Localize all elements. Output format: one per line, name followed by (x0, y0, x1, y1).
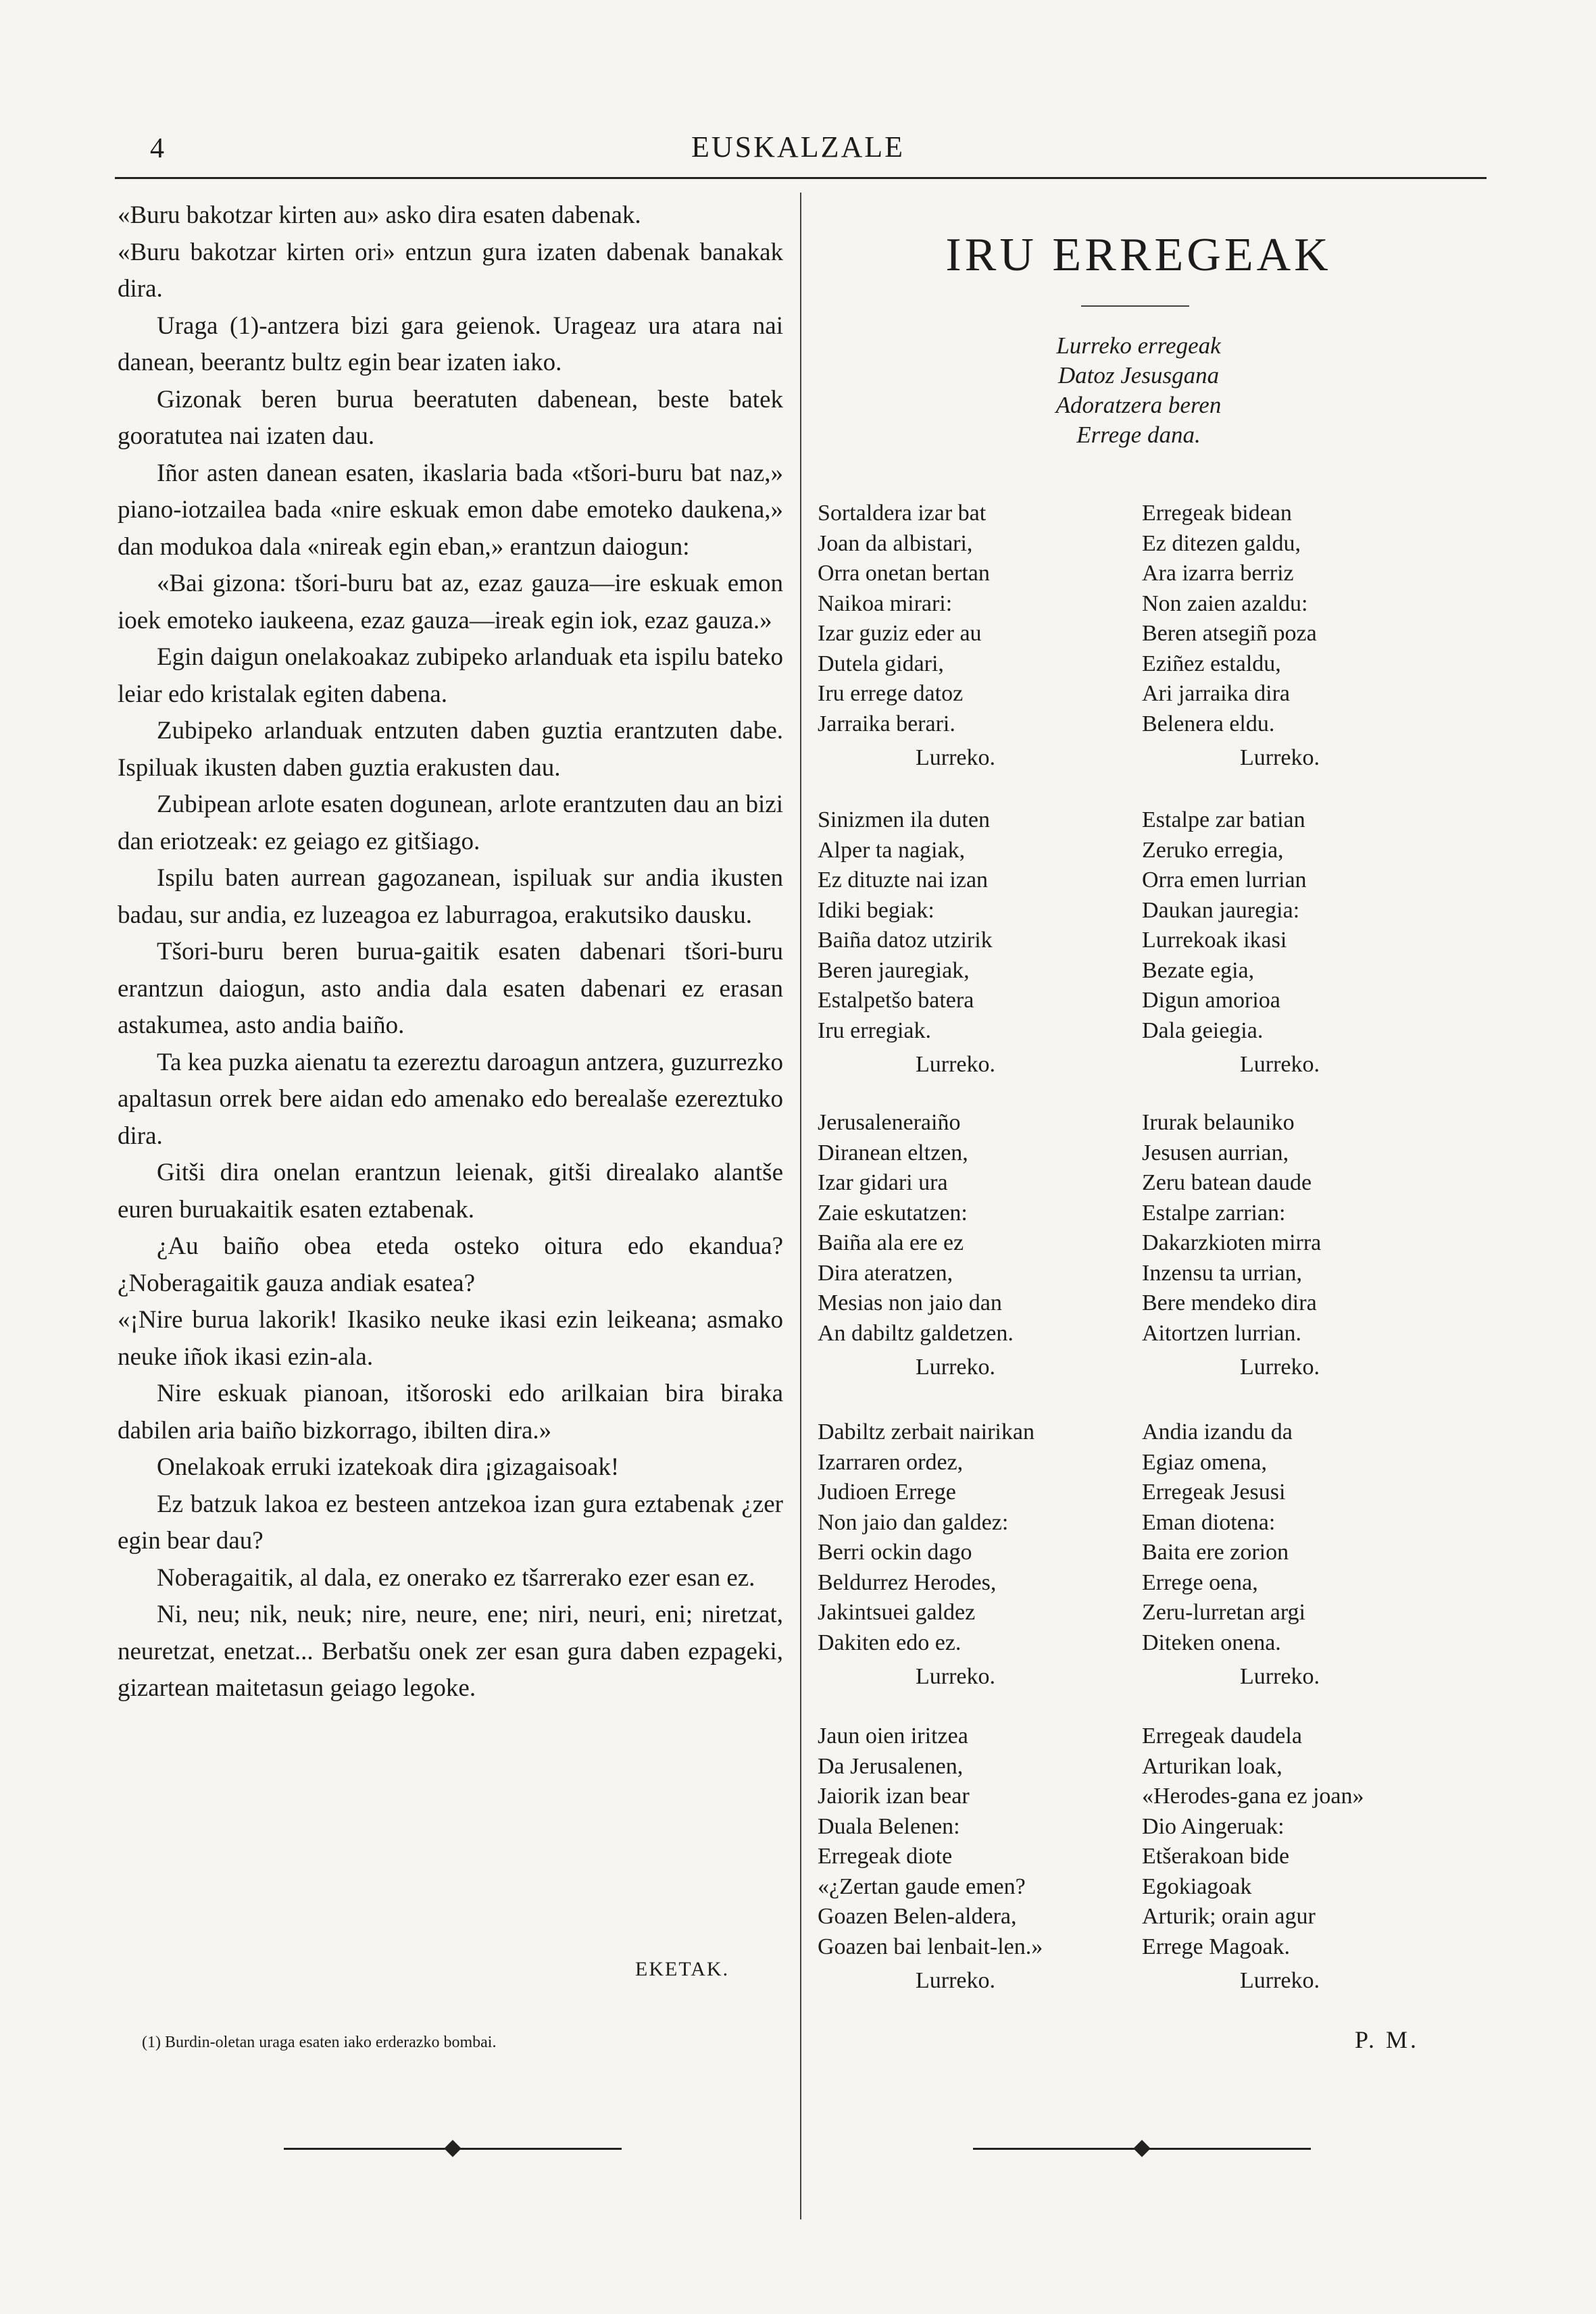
stanza-line: Idiki begiak: (818, 897, 934, 923)
stanza-refrain: Lurreko. (916, 745, 996, 770)
article-paragraph: Iñor asten danean esaten, ikaslaria bada «tšori-buru bat naz,» piano-iotzailea bada «nire eskuak emon dabe emoteko daukena,» dan modukoa dala «nireak egin eban,» erantzun daiogun: (118, 459, 783, 561)
stanza-line: Dala geiegia. (1142, 1017, 1264, 1043)
poem-stanza (1142, 499, 1439, 774)
article-signature: EKETAK. (635, 1958, 730, 1980)
stanza-line: Dio Aingeruak: (1142, 1813, 1285, 1839)
article-paragraph: Ni, neu; nik, neuk; nire, neure, ene; niri, neuri, eni; niretzat, neuretzat, enetzat... Berbatšu onek zer esan gura daben ezpageki, gizartean maitetasun geiago legoke. (118, 1601, 783, 1702)
stanza-line: Mesias non jaio dan (818, 1290, 1002, 1315)
stanza-line: Iru errege datoz (818, 681, 964, 706)
stanza-line: Izarraren ordez, (818, 1449, 964, 1475)
diamond-icon (1133, 2140, 1150, 2157)
stanza-line: Beren jauregiak, (818, 957, 970, 983)
article-column (118, 197, 783, 1707)
poem-stanza (818, 1721, 1115, 1996)
stanza-line: Da Jerusalenen, (818, 1753, 964, 1779)
stanza-line: Diteken onena. (1142, 1630, 1281, 1655)
poem-stanza (818, 1417, 1115, 1692)
stanza-line: Eman diotena: (1142, 1509, 1276, 1535)
stanza-line: Irurak belauniko (1142, 1110, 1295, 1135)
stanza-line: Beldurrez Herodes, (818, 1569, 997, 1595)
stanza-line: Sortaldera izar bat (818, 501, 987, 526)
article-paragraph: Ta kea puzka aienatu ta ezereztu daroagun antzera, guzurrezko apaltasun orrek bere aidan edo amenako edo berealaše ezereztuko dira. (118, 1048, 783, 1150)
stanza-line: Berri ockin dago (818, 1540, 972, 1565)
stanza-line: «Herodes-gana ez joan» (1142, 1784, 1364, 1809)
stanza-line: Dutela gidari, (818, 651, 944, 676)
stanza-line: Jaiorik izan bear (818, 1784, 970, 1809)
stanza-line: Sinizmen ila duten (818, 807, 990, 832)
ornament-divider-right (973, 2138, 1311, 2159)
epigraph-line: Errege dana. (1076, 422, 1201, 448)
stanza-line: Etšerakoan bide (1142, 1844, 1290, 1869)
stanza-line: Joan da albistari, (818, 530, 973, 556)
stanza-line: Zeru-lurretan argi (1142, 1600, 1305, 1625)
article-paragraph: «Buru bakotzar kirten ori» entzun gura izaten dabenak banakak dira. (118, 238, 783, 303)
stanza-line: Egokiagoak (1142, 1873, 1252, 1899)
stanza-line: Non zaien azaldu: (1142, 590, 1308, 616)
stanza-line: Estalpe zarrian: (1142, 1200, 1286, 1226)
stanza-line: Eziñez estaldu, (1142, 651, 1281, 676)
stanza-line: Baiña datoz utzirik (818, 928, 993, 953)
article-paragraph: Tšori-buru beren burua-gaitik esaten dabenari tšori-buru erantzun daiogun, asto andia dala esaten dabenari ez erasan astakumea, asto andia baiño. (118, 938, 783, 1039)
poem-epigraph (811, 331, 1466, 450)
stanza-line: Errege oena, (1142, 1569, 1258, 1595)
page-number: 4 (150, 133, 164, 164)
stanza-line: Ari jarraika dira (1142, 681, 1290, 706)
stanza-line: «¿Zertan gaude emen? (818, 1873, 1026, 1899)
stanza-refrain: Lurreko. (1240, 745, 1320, 770)
stanza-line: Orra emen lurrian (1142, 867, 1307, 892)
epigraph-line: Datoz Jesusgana (1057, 362, 1220, 388)
stanza-line: Dakiten edo ez. (818, 1630, 962, 1655)
stanza-refrain: Lurreko. (1240, 1355, 1320, 1380)
article-paragraph: Zubipean arlote esaten dogunean, arlote erantzuten dau an bizi dan eriotzeak: ez geiago ez gitšiago. (118, 790, 783, 855)
stanza-line: Jarraika berari. (818, 711, 955, 736)
stanza-line: Jakintsuei galdez (818, 1600, 976, 1625)
stanza-line: Ez dituzte nai izan (818, 867, 989, 892)
column-divider (800, 193, 801, 2219)
poem-stanza (1142, 1108, 1439, 1383)
stanza-line: Estalpe zar batian (1142, 807, 1305, 832)
poem-stanza (1142, 805, 1439, 1080)
stanza-line: Andia izandu da (1142, 1419, 1293, 1444)
stanza-line: Daukan jauregia: (1142, 897, 1300, 923)
stanza-line: Erregeak bidean (1142, 501, 1292, 526)
stanza-line: Estalpetšo batera (818, 988, 974, 1013)
article-paragraph: «Bai gizona: tšori-buru bat az, ezaz gauza—ire eskuak emon ioek emoteko iaukeena, ezaz gauza—ireak egin iok, ezaz gauza.» (118, 570, 783, 634)
stanza-line: Inzensu ta urrian, (1142, 1260, 1302, 1286)
poem-title: IRU ERREGEAK (945, 229, 1332, 281)
stanza-line: Beren atsegiñ poza (1142, 621, 1317, 646)
article-paragraph: Nire eskuak pianoan, itšoroski edo arilkaian bira biraka dabilen aria baiño bizkorrago, ibilten dira.» (118, 1380, 783, 1444)
article-paragraph: ¿Au baiño obea eteda osteko oitura edo ekandua? ¿Noberagaitik gauza andiak esatea? (118, 1232, 783, 1297)
stanza-line: Non jaio dan galdez: (818, 1509, 1009, 1535)
stanza-line: Bere mendeko dira (1142, 1290, 1317, 1315)
stanza-line: Dabiltz zerbait nairikan (818, 1419, 1034, 1444)
stanza-line: Dakarzkioten mirra (1142, 1230, 1322, 1255)
article-paragraph: «Buru bakotzar kirten au» asko dira esaten dabenak. (118, 201, 641, 229)
article-paragraph: «¡Nire burua lakorik! Ikasiko neuke ikasi ezin leikeana; asmako neuke iñok ikasi ezin-ala. (118, 1306, 783, 1371)
stanza-line: Goazen Belen-aldera, (818, 1904, 1017, 1929)
article-paragraph: Noberagaitik, al dala, ez onerako ez tšarrerako ezer esan ez. (157, 1563, 755, 1592)
stanza-line: Baita ere zorion (1142, 1540, 1289, 1565)
stanza-line: Zeruko erregia, (1142, 837, 1284, 863)
stanza-line: Erregeak Jesusi (1142, 1480, 1286, 1505)
stanza-line: Arturikan loak, (1142, 1753, 1282, 1779)
footnote: (1) Burdin-oletan uraga esaten iako erderazko bombai. (142, 2034, 497, 2051)
stanza-line: Egiaz omena, (1142, 1449, 1268, 1475)
stanza-line: Diranean eltzen, (818, 1140, 968, 1165)
header-rule (115, 177, 1487, 179)
article-paragraph: Zubipeko arlanduak entzuten daben guztia erantzuten dabe. Ispiluak ikusten daben guztia erakusten dau. (118, 717, 783, 782)
stanza-line: An dabiltz galdetzen. (818, 1320, 1014, 1346)
stanza-line: Arturik; orain agur (1142, 1904, 1316, 1929)
stanza-line: Ez ditezen galdu, (1142, 530, 1301, 556)
poem-stanza (1142, 1721, 1439, 1996)
poem-stanza (1142, 1417, 1439, 1692)
stanza-line: Izar guziz eder au (818, 621, 982, 646)
stanza-line: Duala Belenen: (818, 1813, 960, 1839)
article-paragraph: Gizonak beren burua beeratuten dabenean, beste batek gooratutea nai izaten dau. (118, 385, 783, 450)
stanza-line: Baiña ala ere ez (818, 1230, 964, 1255)
ornament-divider-left (284, 2138, 622, 2159)
article-paragraph: Onelakoak erruki izatekoak dira ¡gizagaisoak! (157, 1453, 620, 1481)
stanza-line: Erregeak daudela (1142, 1724, 1302, 1749)
stanza-line: Dira ateratzen, (818, 1260, 953, 1286)
article-paragraph: Gitši dira onelan erantzun leienak, gitši direalako alantše euren buruakaitik esaten eztabenak. (118, 1159, 783, 1224)
article-paragraph: Ispilu baten aurrean gagozanean, ispiluak sur andia ikusten badau, sur andia, ez luzeagoa ez laburragoa, erakutsiko dausku. (118, 864, 783, 929)
stanza-line: Ara izarra berriz (1142, 561, 1294, 586)
stanza-line: Zaie eskutatzen: (818, 1200, 968, 1226)
stanza-refrain: Lurreko. (916, 1052, 996, 1077)
stanza-line: Jerusaleneraiño (818, 1110, 961, 1135)
epigraph-line: Lurreko erregeak (1056, 332, 1221, 359)
stanza-refrain: Lurreko. (1240, 1052, 1320, 1077)
stanza-line: Errege Magoak. (1142, 1934, 1291, 1959)
stanza-refrain: Lurreko. (1240, 1968, 1320, 1993)
poem-author: P. M. (1355, 2026, 1420, 2053)
stanza-line: Lurrekoak ikasi (1142, 928, 1287, 953)
stanza-line: Izar gidari ura (818, 1170, 948, 1195)
stanza-line: Aitortzen lurrian. (1142, 1320, 1302, 1346)
article-paragraph: Uraga (1)-antzera bizi gara geienok. Urageaz ura atara nai danean, beerantz bultz egin bear izaten iako. (118, 311, 783, 376)
stanza-line: Alper ta nagiak, (818, 837, 966, 863)
stanza-refrain: Lurreko. (916, 1968, 996, 1993)
stanza-line: Bezate egia, (1142, 957, 1255, 983)
stanza-line: Naikoa mirari: (818, 590, 953, 616)
stanza-line: Digun amorioa (1142, 988, 1280, 1013)
poem-stanza (818, 1108, 1115, 1383)
stanza-line: Belenera eldu. (1142, 711, 1275, 736)
stanza-line: Jaun oien iritzea (818, 1724, 968, 1749)
stanza-line: Goazen bai lenbait-len.» (818, 1934, 1043, 1959)
diamond-icon (444, 2140, 461, 2157)
stanza-line: Jesusen aurrian, (1142, 1140, 1289, 1165)
stanza-refrain: Lurreko. (916, 1355, 996, 1380)
article-paragraph: Egin daigun onelakoakaz zubipeko arlanduak eta ispilu bateko leiar edo kristalak egiten dabena. (118, 643, 783, 708)
journal-title: EUSKALZALE (691, 130, 905, 164)
stanza-line: Zeru batean daude (1142, 1170, 1312, 1195)
stanza-line: Judioen Errege (818, 1480, 956, 1505)
poem-stanza (818, 805, 1115, 1080)
epigraph-line: Adoratzera beren (1055, 392, 1222, 418)
stanza-line: Iru erregiak. (818, 1017, 932, 1043)
stanza-refrain: Lurreko. (916, 1664, 996, 1689)
stanza-line: Orra onetan bertan (818, 561, 990, 586)
poem-stanza (818, 499, 1115, 774)
article-paragraph: Ez batzuk lakoa ez besteen antzekoa izan gura eztabenak ¿zer egin bear dau? (118, 1490, 783, 1555)
title-rule (1081, 305, 1189, 307)
stanza-refrain: Lurreko. (1240, 1664, 1320, 1689)
stanza-line: Erregeak diote (818, 1844, 953, 1869)
